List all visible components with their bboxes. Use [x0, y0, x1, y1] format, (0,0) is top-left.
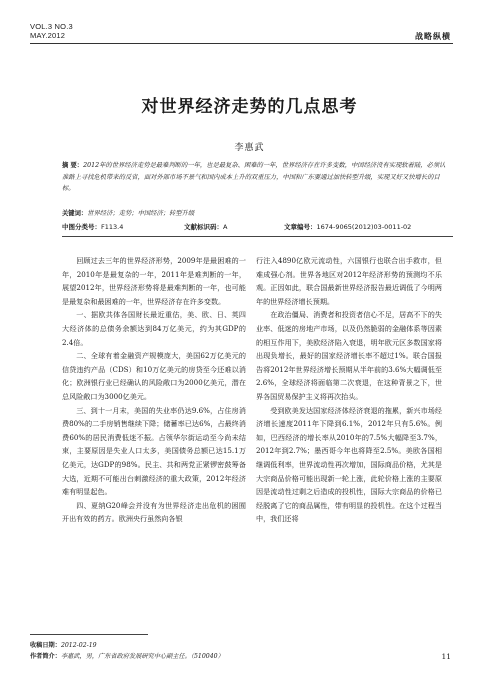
abstract-label: 摘 要：	[62, 162, 84, 169]
paragraph: 回顾过去三年的世界经济形势，2009年是最困难的一年，2010年是最复杂的一年，2011年是难判断的一年，展望2012年，世界经济形势将是最难判断的一年，也可能是最复杂和最困难的一年，世界经济存在许多变数。	[62, 256, 246, 306]
page-number: 11	[441, 652, 451, 661]
journal-issue	[30, 22, 73, 40]
body-column-right	[256, 254, 442, 526]
paragraph: 受到欧美发达国家经济体经济衰退的拖累，新兴市场经济增长速度2011年下降到6.1%，2012年只有5.6%。例如，巴西经济的增长率从2010年的7.5%大幅降至3.7%，2012年到2.7%；墨西哥今年也将降至2.5%。美欧各国相继调低利率，世界流动性再次增加，国际商品价格，尤其是大宗商品价格可能出现新一轮上涨，此轮价格上涨的主要原因是流动性过剩之后造成的投机性，国际大宗商品的价格已经脱离了它的商品属性，带有明显的投机性。在这个过程当中，我们还将	[256, 405, 442, 524]
footnote	[30, 640, 224, 662]
paragraph: 三、到十一月末，美国的失业率仍达9.6%，占住房消费80%的二手房销售继续下降；储蓄率已达6%，占最终消费60%的居民消费低迷不振。占领华尔街运动至今尚未结束，主要原因是失业人口太多，美国债务总额已达15.1万亿美元，达GDP的98%。民主、共和两党正紧锣密鼓筹备大选，近期不可能出台刺激经济的重大政策，2012年经济难有明显起色。	[62, 405, 246, 497]
paragraph: 二、全球有着金融资产规模庞大，美国62万亿美元的信贷违约产品（CDS）和10万亿美元的房贷至今还难以消化；欧洲银行业已经确认的风险敞口为2000亿美元，潜在总风险敞口为3000亿美元。	[62, 351, 246, 401]
article-author: 李惠武	[234, 143, 265, 153]
section-name: 战略纵横	[415, 32, 451, 41]
article-title: 对世界经济走势的几点思考	[141, 97, 358, 117]
abstract	[62, 160, 447, 195]
clc-number: 中图分类号：F113.4	[62, 223, 124, 231]
abstract-divider	[62, 236, 453, 237]
abstract-text: 2012年的世界经济走势是最难判断的一年，也是最复杂、困难的一年，世界经济存在许多变数，中国经济没有实现软着陆，必须认准路上寻找危机带来的反省，面对外部市场不景气和国内成本上升的双重压力，中国和广东要通过加快转型升级，实现又好又快增长的目标。	[62, 162, 446, 192]
footnote-rule	[30, 634, 148, 635]
article-number: 文章编号：1674-9065(2012)03-0011-02	[284, 223, 412, 231]
paragraph: 一、据欧共体各国财长最近重估，美、欧、日、英四大经济体的总债务余额达到84万亿美元，约为其GDP的2.4倍。	[62, 310, 246, 347]
body-column-left	[62, 254, 246, 526]
keywords	[62, 208, 194, 217]
volume-number: VOL.3 NO.3	[30, 22, 73, 31]
keywords-label: 关键词：	[62, 210, 88, 217]
issue-date: MAY.2012	[30, 31, 66, 40]
author-bio: 作者简介：李惠武，男，广东省政府发展研究中心副主任。（510040）	[30, 653, 224, 660]
document-code: 文献标识码：A	[184, 223, 228, 231]
header-rule	[30, 43, 453, 44]
keywords-text: 世界经济；走势；中国经济；转型升级	[87, 210, 195, 217]
received-date: 收稿日期：2012-02-19	[30, 642, 97, 649]
paragraph: 在政治僵局、消费者和投资者信心不足，居高不下的失业率、低迷的房地产市场，以及仍然脆弱的金融体系等因素的相互作用下，美欧经济陷入衰退，明年欧元区多数国家将出现负增长，最好的国家经济增长率不超过1%。联合国报告将2012年世界经济增长预期从半年前的3.6%大幅调低至2.6%，全球经济将面临第二次衰退，在这种背景之下，世界各国贸易保护主义将再次抬头。	[256, 310, 442, 401]
paragraph: 行注入4890亿欧元流动性，六国银行也联合出手救市，但难成强心剂。世界各地区对2012年经济形势的预测均不乐观。正因如此，联合国最新世界经济报告最近调低了今明两年的世界经济增长预期。	[256, 256, 442, 306]
paragraph: 四、夏纳G20峰会并没有为世界经济走出危机的困囿开出有效的药方。欧洲央行虽然向各银	[62, 500, 246, 524]
